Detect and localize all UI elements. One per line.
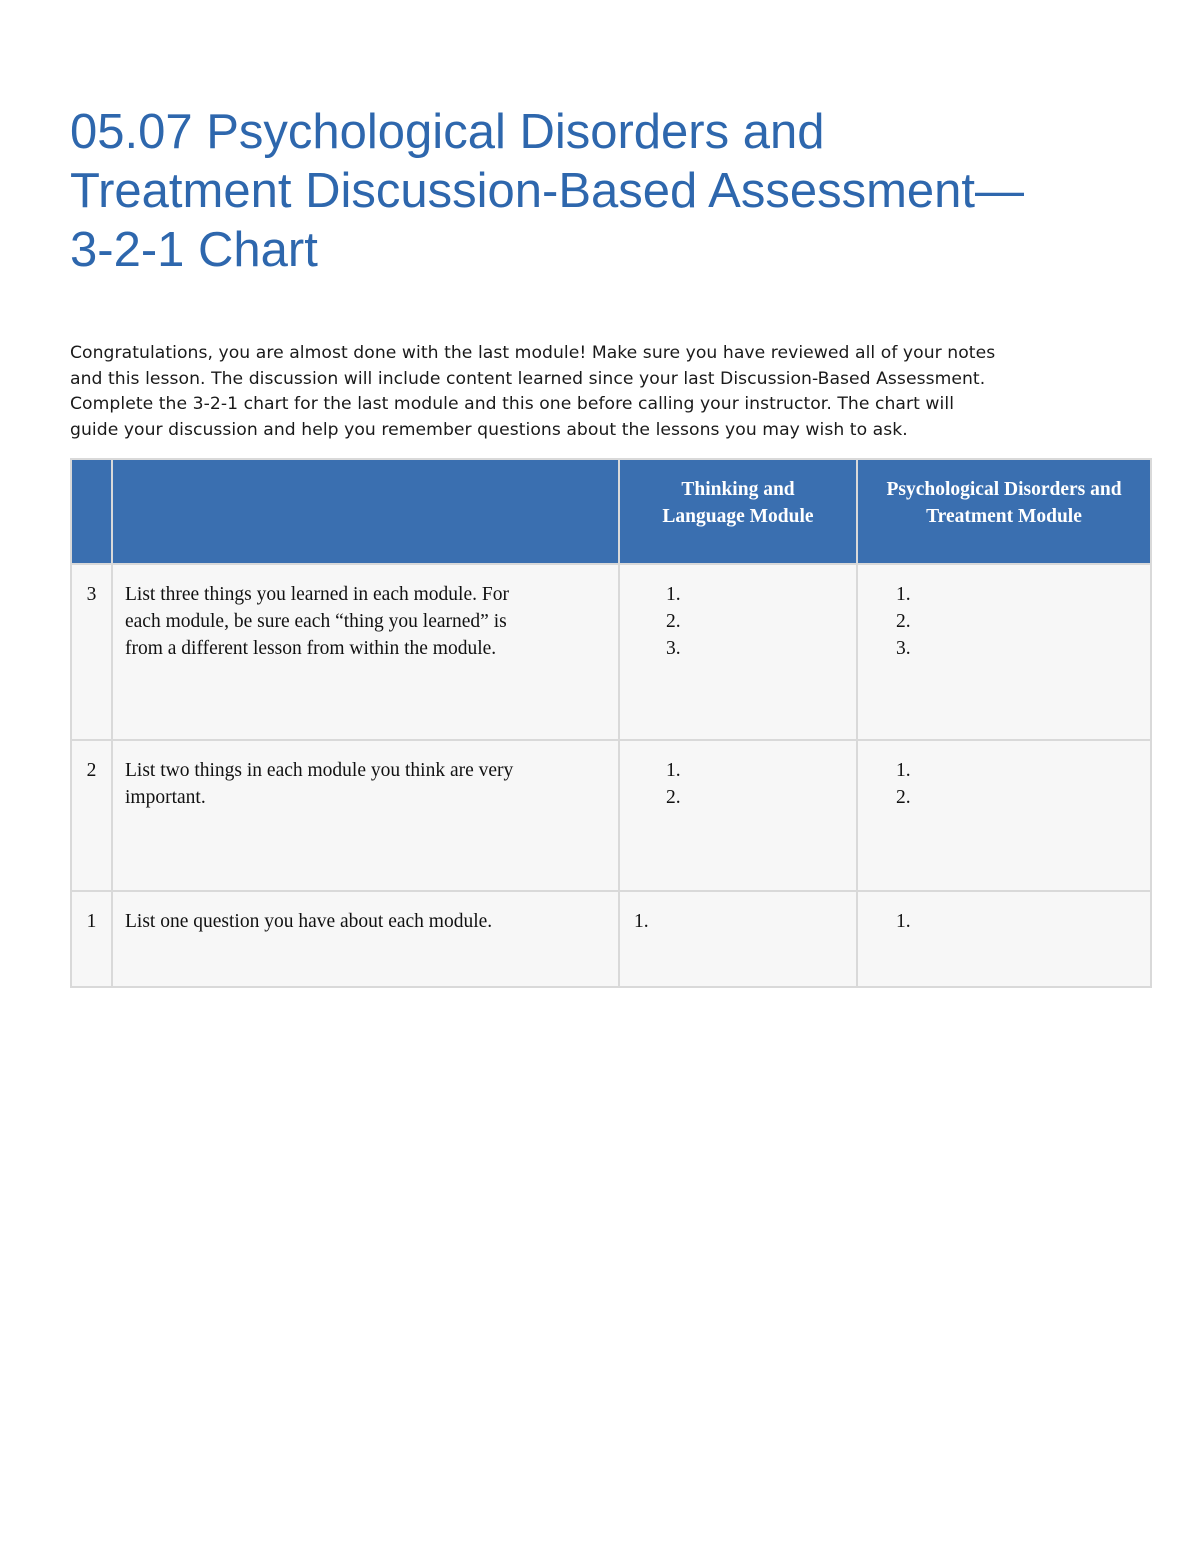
answer-item[interactable]: 1. [896, 911, 911, 932]
answer-list [858, 908, 1150, 935]
intro-paragraph [70, 341, 1160, 443]
row-number: 3 [71, 564, 112, 740]
answer-cell-psych-disorders[interactable] [857, 564, 1151, 740]
title-line: 3-2-1 Chart [70, 223, 318, 277]
intro-line: and this lesson. The discussion will include content learned since your last Discussion-Based Assessment. [70, 368, 986, 389]
prompt-line: List three things you learned in each module. For [125, 584, 509, 605]
answer-cell-thinking-language[interactable] [619, 891, 857, 987]
header-label-line: Thinking and [681, 479, 795, 500]
title-line: 05.07 Psychological Disorders and [70, 105, 825, 159]
table-row [71, 564, 1151, 740]
header-cell-number [71, 459, 112, 564]
answer-cell-thinking-language[interactable] [619, 564, 857, 740]
answer-item[interactable]: 1. [666, 760, 681, 781]
prompt-line: List two things in each module you think are very [125, 760, 514, 781]
table-row [71, 740, 1151, 891]
answer-item[interactable]: 2. [666, 787, 681, 808]
intro-line: Complete the 3-2-1 chart for the last module and this one before calling your instructor. The chart will [70, 394, 955, 414]
page-title [70, 103, 1170, 280]
row-prompt [112, 740, 619, 891]
answer-item[interactable]: 3. [896, 638, 911, 659]
title-line: Treatment Discussion-Based Assessment— [70, 164, 1025, 218]
table-header-row [71, 459, 1151, 564]
row-number: 1 [71, 891, 112, 987]
answer-list [858, 757, 1150, 811]
answer-item[interactable]: 2. [896, 787, 911, 808]
intro-line: guide your discussion and help you remember questions about the lessons you may wish to ask. [70, 419, 908, 440]
row-prompt [112, 564, 619, 740]
answer-item[interactable]: 3. [666, 638, 681, 659]
answer-cell-thinking-language[interactable] [619, 740, 857, 891]
answer-item[interactable]: 1. [896, 584, 911, 605]
prompt-line: List one question you have about each module. [125, 911, 493, 932]
header-cell-prompt [112, 459, 619, 564]
header-label-line: Treatment Module [926, 506, 1082, 527]
answer-item[interactable]: 2. [666, 611, 681, 632]
three-two-one-chart-table [70, 458, 1152, 988]
answer-item[interactable]: 1. [896, 760, 911, 781]
answer-list [620, 908, 856, 935]
answer-item[interactable]: 1. [666, 584, 681, 605]
header-label-line: Language Module [662, 506, 814, 527]
answer-cell-psych-disorders[interactable] [857, 740, 1151, 891]
header-cell-thinking-language-module [619, 459, 857, 564]
answer-item[interactable]: 2. [896, 611, 911, 632]
table-row [71, 891, 1151, 987]
prompt-line: from a different lesson from within the module. [125, 638, 497, 659]
header-label-line: Psychological Disorders and [886, 479, 1122, 500]
intro-line: Congratulations, you are almost done with the last module! Make sure you have reviewed all of your notes [70, 343, 996, 363]
answer-item[interactable]: 1. [634, 911, 649, 932]
row-prompt [112, 891, 619, 987]
answer-list [620, 581, 856, 662]
prompt-line: important. [125, 787, 206, 808]
answer-list [620, 757, 856, 811]
answer-cell-psych-disorders[interactable] [857, 891, 1151, 987]
answer-list [858, 581, 1150, 662]
prompt-line: each module, be sure each “thing you learned” is [125, 611, 507, 632]
row-number: 2 [71, 740, 112, 891]
header-cell-psych-disorders-module [857, 459, 1151, 564]
